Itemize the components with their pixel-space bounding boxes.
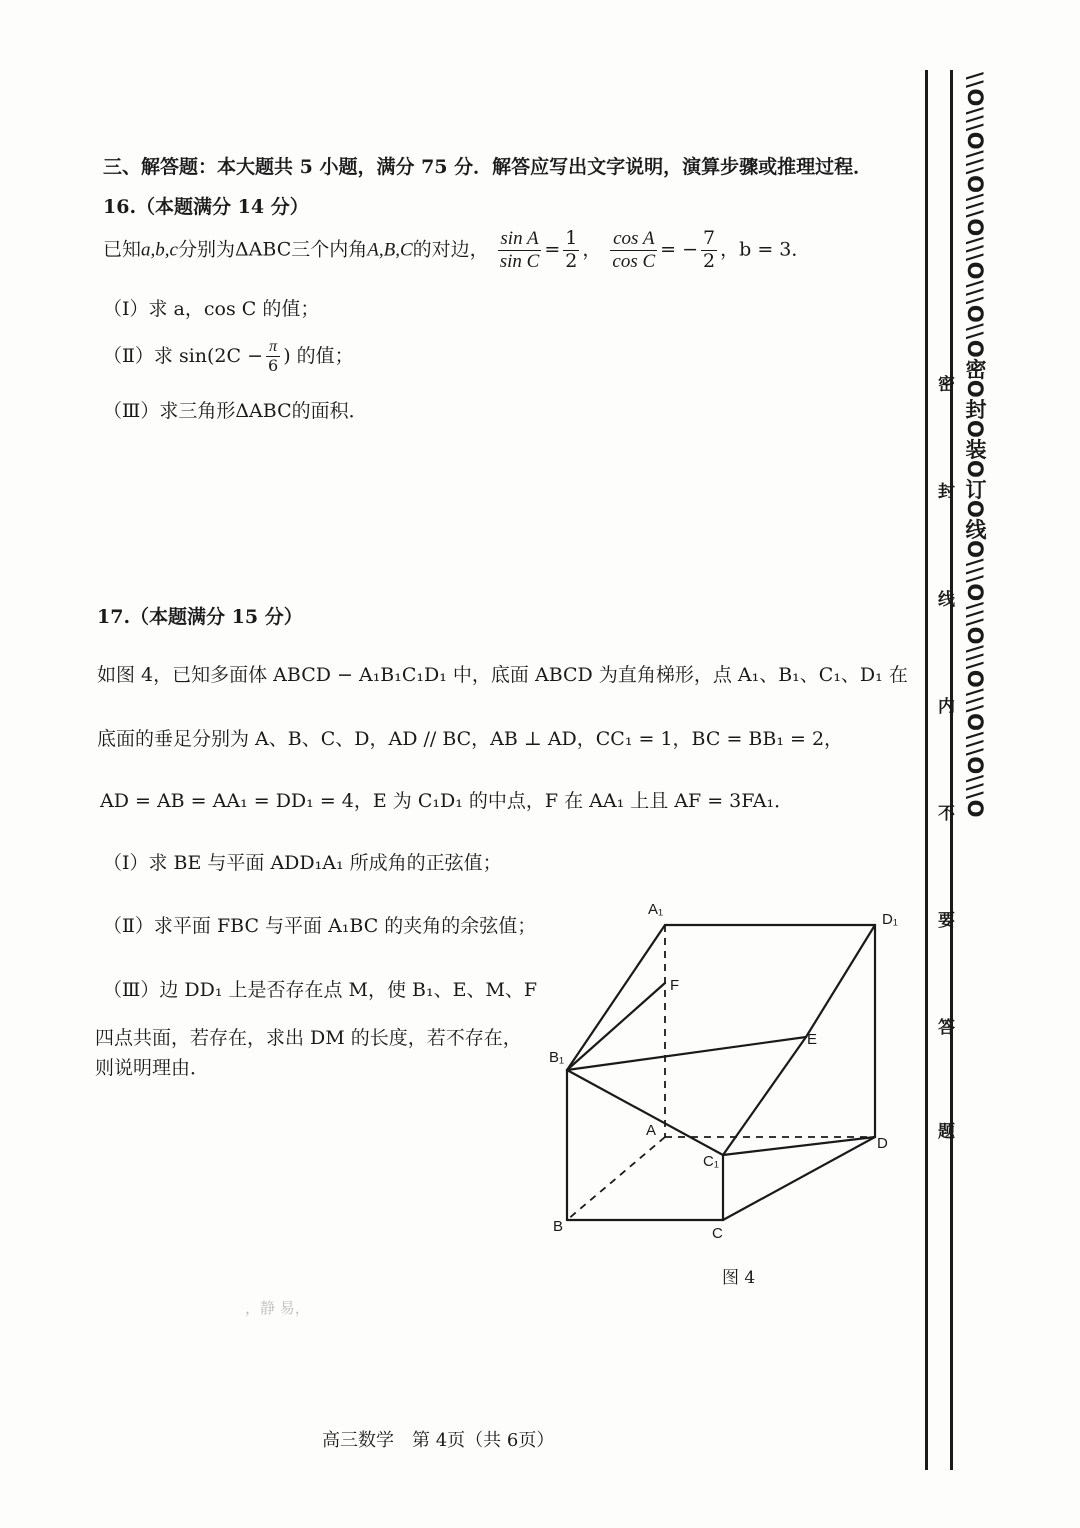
q16-frac-half: $\frac{1}{2}$ <box>565 227 578 272</box>
seal-char-4: 内 <box>934 697 954 714</box>
seal-char-8: 题 <box>934 1122 954 1139</box>
q16-statement <box>103 228 810 273</box>
q16-intro-vars: a,b,c <box>141 239 178 261</box>
q16-tail: ，b = 3． <box>720 238 811 261</box>
q16-part2-b: ) 的值； <box>283 344 354 367</box>
label-f: F <box>670 977 680 994</box>
smudge-text: ，静 易， <box>245 1299 310 1317</box>
label-b: B <box>553 1218 564 1235</box>
label-e: E <box>807 1031 818 1048</box>
q16-frac-sin: $\frac{\text{sin A}}{\text{sin C}}$ <box>499 228 540 272</box>
binding-rule-right <box>950 70 953 1470</box>
q17-line1: 如图 4，已知多面体 ABCD − A₁B₁C₁D₁ 中，底面 ABCD 为直角梯形，点 A₁、B₁、C₁、D₁ 在 <box>97 664 908 686</box>
q16-part2-a: （Ⅱ）求 sin(2C − <box>103 344 264 367</box>
q16-intro-a: 已知 <box>103 238 142 261</box>
q16-intro-c: 的对边， <box>412 238 489 261</box>
q16-part2-frac: $\frac{\pi}{6}$ <box>268 338 279 376</box>
label-a1: A₁ <box>648 901 664 918</box>
q17-part3-c: 则说明理由． <box>95 1057 210 1079</box>
seal-char-5: 不 <box>934 804 954 821</box>
seal-char-1: 密 <box>934 375 954 392</box>
page-footer: 高三数学 第 4页（共 6页） <box>322 1430 555 1451</box>
section-header: 三、解答题：本大题共 5 小题，满分 75 分．解答应写出文字说明，演算步骤或推理过程． <box>103 156 873 178</box>
label-b1: B₁ <box>549 1049 565 1066</box>
q16-title: 16.（本题满分 14 分） <box>103 196 309 218</box>
q16-eq2: = − <box>660 238 699 261</box>
label-a: A <box>646 1122 657 1139</box>
q16-part1: （Ⅰ）求 a，cos C 的值； <box>103 298 320 320</box>
q17-part2: （Ⅱ）求平面 FBC 与平面 A₁BC 的夹角的余弦值； <box>103 915 537 937</box>
q16-part3: （Ⅲ）求三角形ΔABC的面积． <box>103 400 368 422</box>
label-d: D <box>877 1135 888 1152</box>
q16-eq1: = <box>544 238 561 261</box>
q17-part1: （Ⅰ）求 BE 与平面 ADD₁A₁ 所成角的正弦值； <box>103 852 502 874</box>
seal-char-7: 答 <box>934 1018 954 1035</box>
q17-title: 17.（本题满分 15 分） <box>97 606 303 628</box>
q16-frac-seven-half: $\frac{7}{2}$ <box>703 227 716 272</box>
q16-sep: ， <box>582 238 602 261</box>
edge-a-b-hidden <box>567 1137 665 1220</box>
q16-frac-cos: $\frac{\text{cos A}}{\text{cos C}}$ <box>612 228 656 272</box>
label-d1: D₁ <box>882 911 898 928</box>
q17-line2: 底面的垂足分别为 A、B、C、D，AD // BC，AB ⊥ AD，CC₁ = 1，BC = BB₁ = 2， <box>97 728 844 750</box>
seal-char-3: 线 <box>934 590 954 607</box>
edge-d1-e <box>806 925 875 1037</box>
q17-part3-a: （Ⅲ）边 DD₁ 上是否存在点 M，使 B₁、E、M、F <box>103 979 538 1001</box>
edge-c-d <box>723 1137 875 1220</box>
label-c: C <box>712 1225 723 1242</box>
edge-b1-e <box>567 1037 806 1070</box>
label-c1: C₁ <box>703 1153 719 1170</box>
edge-c1-d <box>723 1137 875 1155</box>
seal-char-6: 要 <box>934 911 954 928</box>
q16-intro-angles: A,B,C <box>367 239 413 261</box>
binding-strip-text: \\O\\\O\\\O\\\O\\\O\\\O\\O密O封O装O订O线O\\\O\\\O\\\O\\\O\\\O\\\O <box>963 72 987 819</box>
seal-char-2: 封 <box>934 482 954 499</box>
q17-part3-b: 四点共面，若存在，求出 DM 的长度，若不存在， <box>95 1027 522 1049</box>
binding-strip <box>960 72 1000 1462</box>
figure-4-polyhedron <box>540 890 920 1250</box>
binding-rule-left <box>925 70 928 1470</box>
q16-intro-b: 分别为ΔABC三个内角 <box>177 238 368 261</box>
figure-caption: 图 4 <box>722 1268 756 1288</box>
edge-b1-c1 <box>567 1070 723 1155</box>
q16-part2 <box>103 338 354 376</box>
q17-line3: AD = AB = AA₁ = DD₁ = 4，E 为 C₁D₁ 的中点，F 在 AA₁ 上且 AF = 3FA₁． <box>100 790 794 812</box>
